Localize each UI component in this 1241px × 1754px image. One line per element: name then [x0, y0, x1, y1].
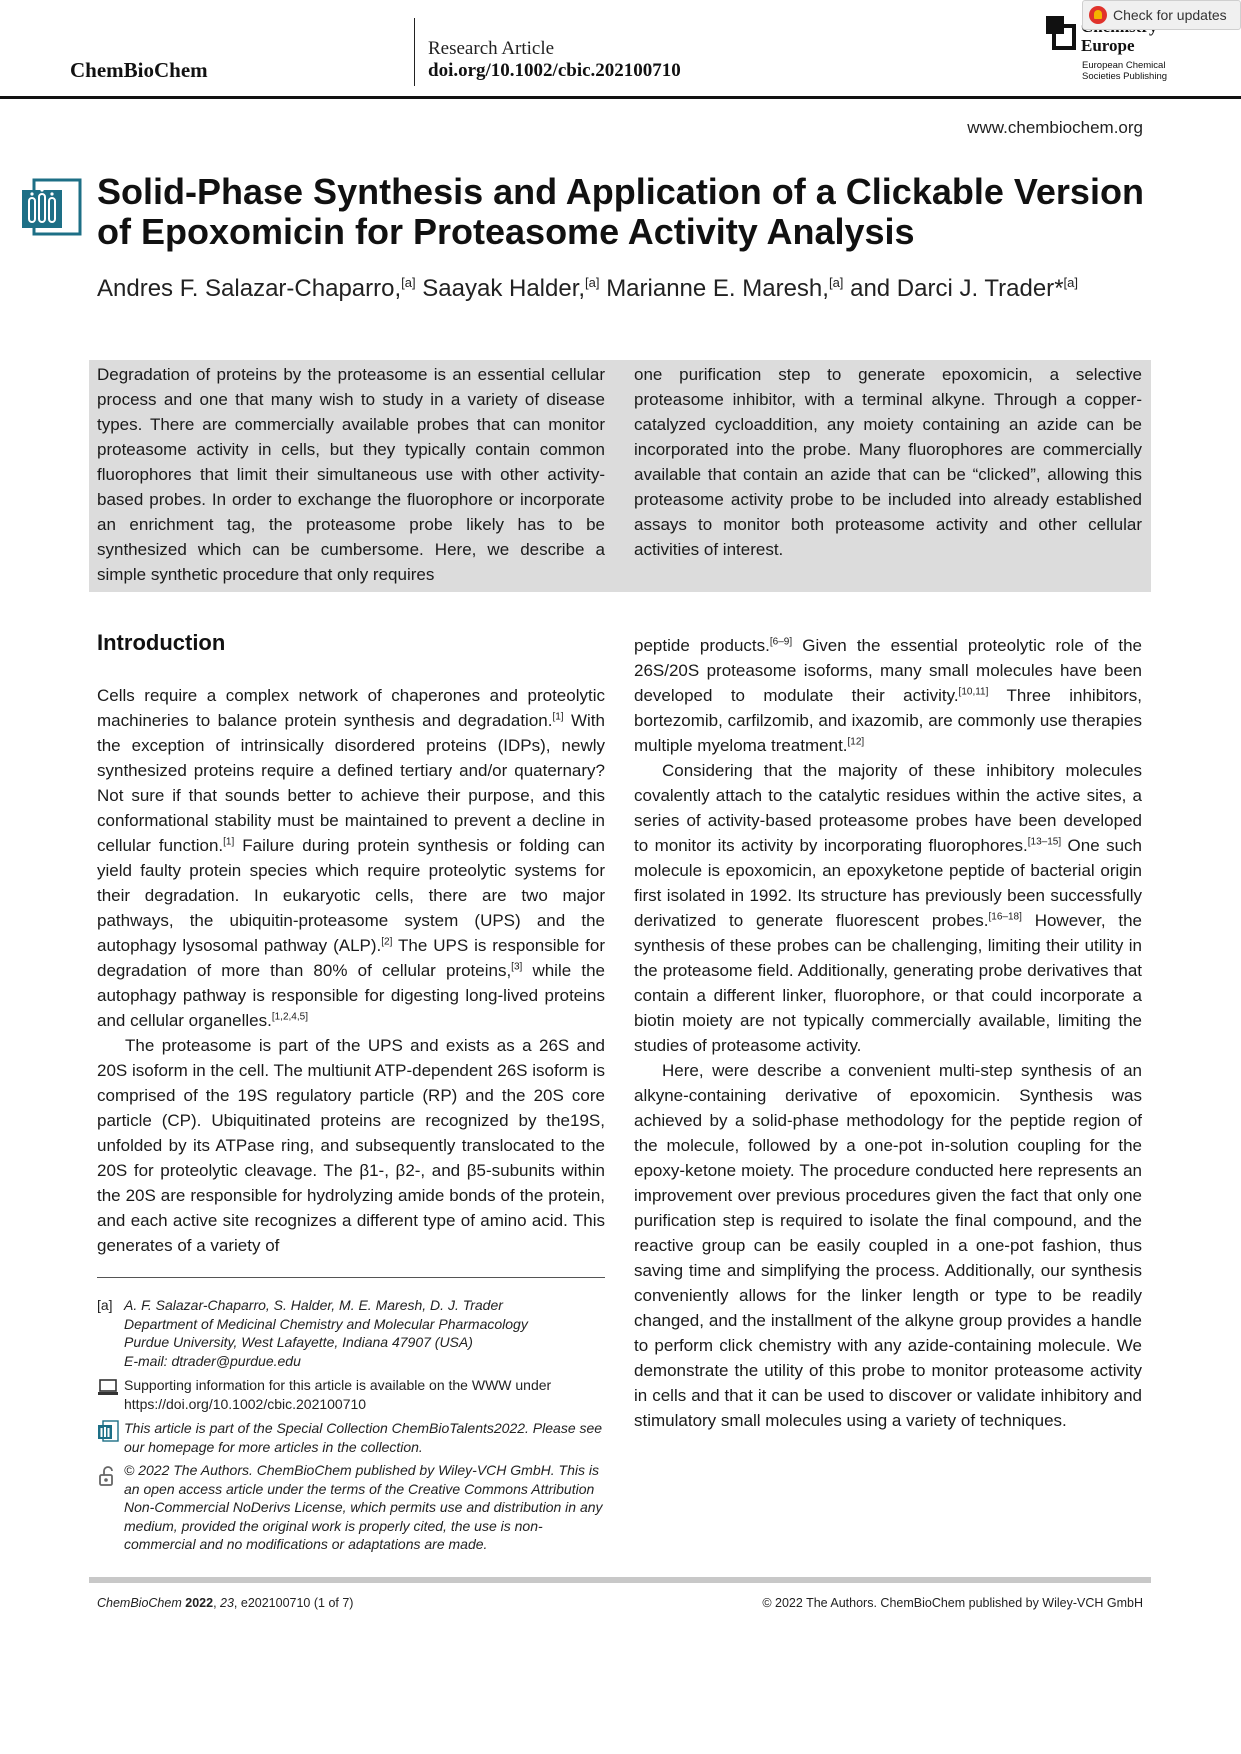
author-name[interactable]: and Darci J. Trader [850, 275, 1055, 302]
affiliation-marker: [a] [1063, 275, 1078, 290]
body-left-column [97, 683, 605, 1258]
open-access-icon [97, 1465, 119, 1487]
citation[interactable]: [3] [511, 961, 523, 973]
footer-citation: ChemBioChem 2022, 23, e202100710 (1 of 7) [97, 1596, 354, 1610]
citation[interactable]: [12] [847, 736, 865, 748]
header-divider [414, 18, 415, 86]
citation[interactable]: [1,2,4,5] [271, 1011, 308, 1023]
publisher-name-line2: Europe [1081, 36, 1135, 55]
supporting-info-text[interactable]: Supporting information for this article is available on the WWW under https://doi.org/10.1002/cbic.202100710 [124, 1377, 552, 1412]
paragraph: Cells require a complex network of chaperones and proteolytic machineries to balance protein synthesis and degradation.[1] With the exception of intrinsically disordered proteins (IDPs), newly synthesized proteins require a defined tertiary and/or quaternary? Not sure if that sounds better to achieve their purpose, and this conformational stability must be maintained to prevent a decline in cellular function.[1] Failure during protein synthesis or folding can yield faulty protein species which require proteolytic systems for their degradation. In eukaryotic cells, there are two major pathways, the ubiquitin-proteasome system (UPS) and the autophagy lysosomal pathway (ALP).[2] The UPS is responsible for degradation of more than 80% of cellular proteins,[3] while the autophagy pathway is responsible for digesting long-lived proteins and cellular organelles.[1,2,4,5] [97, 686, 606, 1030]
author-list [97, 275, 1078, 303]
footer-copyright: © 2022 The Authors. ChemBioChem published by Wiley-VCH GmbH [762, 1596, 1143, 1610]
journal-name: ChemBioChem [70, 58, 208, 82]
collection-footnote: This article is part of the Special Collection ChemBioTalents2022. Please see our homepage for more articles in the collection. [97, 1419, 605, 1459]
corresponding-author-star: * [1054, 275, 1064, 302]
email-link[interactable]: E-mail: dtrader@purdue.edu [124, 1352, 301, 1369]
affiliation-footnote: [a] A. F. Salazar-Chaparro, S. Halder, M. E. Maresh, D. J. Trader Department of Medicinal Chemistry and Molecular Pharmacology Purdue University, West Lafayette, Indiana 47907 (USA) E-mail: dtrader@purdue.edu [97, 1296, 605, 1372]
citation[interactable]: [6–9] [769, 636, 793, 648]
article-type: Research Article [428, 38, 555, 59]
citation[interactable]: [13–15] [1027, 836, 1062, 848]
paragraph: Here, were describe a convenient multi-step synthesis of an alkyne-containing derivative of epoxomicin. Synthesis was achieved by a solid-phase methodology for the peptide region of the molecule, followed by a one-pot in-solution coupling for the epoxy-ketone moiety. The procedure conducted here represents an improvement over previous procedures given the fact that only one purification step is required to isolate the final compound, and the reactive group can be easily coupled in a one-pot fashion, thus saving time and simplifying the process. Additionally, our synthesis conveniently allows for the linker length or type to be readily changed, and the installment of the alkyne group provides a handle to perform click chemistry with any azide-containing molecule. We demonstrate the utility of this probe to monitor proteasome activity in cells and that it can be used to discover or validate inhibitory and stimulatory small molecules using a variety of techniques. [634, 1061, 1142, 1430]
author-name[interactable]: Andres F. Salazar-Chaparro, [97, 275, 402, 302]
journal-website-link[interactable]: www.chembiochem.org [967, 118, 1143, 137]
body-right-column [634, 633, 1142, 1433]
article-title: Solid-Phase Synthesis and Application of a Clickable Version of Epoxomicin for Proteasome Activity Analysis [97, 171, 1144, 252]
check-for-updates-button[interactable] [1082, 0, 1241, 30]
doi-link[interactable]: doi.org/10.1002/cbic.202100710 [428, 60, 681, 81]
paragraph: peptide products.[6–9] Given the essential proteolytic role of the 26S/20S proteasome isoforms, many small molecules have been developed to modulate their activity.[10,11] Three inhibitors, bortezomib, carfilzomib, and ixazomib, are commonly use therapies multiple myeloma treatment.[12] [634, 636, 1142, 755]
supporting-info-footnote [97, 1376, 605, 1416]
affiliation-marker: [a] [828, 275, 844, 290]
affiliation-marker: [a] [401, 275, 416, 290]
paragraph: The proteasome is part of the UPS and exists as a 26S and 20S isoform in the cell. The multiunit ATP-dependent 26S isoform is comprised of the 19S regulatory particle (RP) and the 20S core particle (CP). Ubiquitinated proteins are recognized by the19S, unfolded by its ATPase ring, and subsequently translocated to the 20S for proteolytic cleavage. The β1-, β2-, and β5-subunits within the 20S are responsible for hydrolyzing amide bonds of the protein, and each active site recognizes a different type of amino acid. This generates of a variety of [97, 1036, 605, 1255]
author-name[interactable]: Marianne E. Maresh, [606, 275, 829, 302]
header-rule [0, 96, 1241, 99]
author-name[interactable]: Saayak Halder, [422, 275, 586, 302]
publisher-subtitle: European Chemical Societies Publishing [1082, 60, 1168, 82]
paragraph: Considering that the majority of these inhibitory molecules covalently attach to the catalytic residues within the active sites, a series of activity-based proteasome probes have been developed to monitor its activity by incorporating fluorophores.[13–15] One such molecule is epoxomicin, an epoxyketone peptide of bacterial origin first isolated in 1992. Its structure has previously been successfully derivatized to generate fluorescent probes.[16–18] However, the synthesis of these probes can be challenging, limiting their utility in the proteasome field. Additionally, generating probe derivatives that contain a different linker, fluorophore, or that could incorporate a biotin moiety are not typically commercially available, limiting the studies of proteasome activity. [634, 761, 1142, 1055]
license-footnote: © 2022 The Authors. ChemBioChem published by Wiley-VCH GmbH. This is an open access article under the terms of the Creative Commons Attribution Non-Commercial NoDerivs License, which permits use and distribution in any medium, provided the original work is properly cited, the use is non-commercial and no modifications or adaptations are made. [97, 1461, 605, 1557]
footnote-rule [97, 1277, 605, 1278]
crossmark-icon [1089, 6, 1107, 24]
citation[interactable]: [1] [552, 711, 564, 723]
affiliation-marker: [a] [97, 1297, 113, 1313]
citation[interactable]: [16–18] [988, 911, 1022, 923]
citation[interactable]: [2] [381, 936, 393, 948]
footer-rule [89, 1577, 1151, 1583]
chemistry-europe-logo-icon [1046, 16, 1076, 50]
abstract-left-column: Degradation of proteins by the proteasome is an essential cellular process and one that many wish to study in a variety of disease types. There are commercially available probes that can monitor proteasome activity in cells, but they typically contain common fluorophores that limit their simultaneous use with other activity-based probes. In order to exchange the fluorophore or incorporate an enrichment tag, the proteasome probe likely has to be synthesized which can be cumbersome. Here, we describe a simple synthetic procedure that only requires [97, 365, 605, 584]
laptop-icon [97, 1377, 119, 1399]
test-tubes-icon [20, 178, 82, 236]
section-heading-introduction: Introduction [97, 630, 226, 655]
test-tubes-icon [97, 1420, 119, 1442]
check-for-updates-label: Check for updates [1113, 7, 1227, 23]
abstract-right-column: one purification step to generate epoxomicin, a selective proteasome inhibitor, with a terminal alkyne. Through a copper-catalyzed cycloaddition, any moiety containing an azide can be incorporated into the probe. Many fluorophores are commercially available that contain an azide that can be “clicked”, allowing this proteasome activity probe to be included into already established assays to monitor both proteasome activity and other cellular activities of interest. [634, 365, 1142, 559]
citation[interactable]: [10,11] [958, 686, 989, 698]
citation[interactable]: [1] [223, 836, 235, 848]
affiliation-marker: [a] [585, 275, 600, 290]
